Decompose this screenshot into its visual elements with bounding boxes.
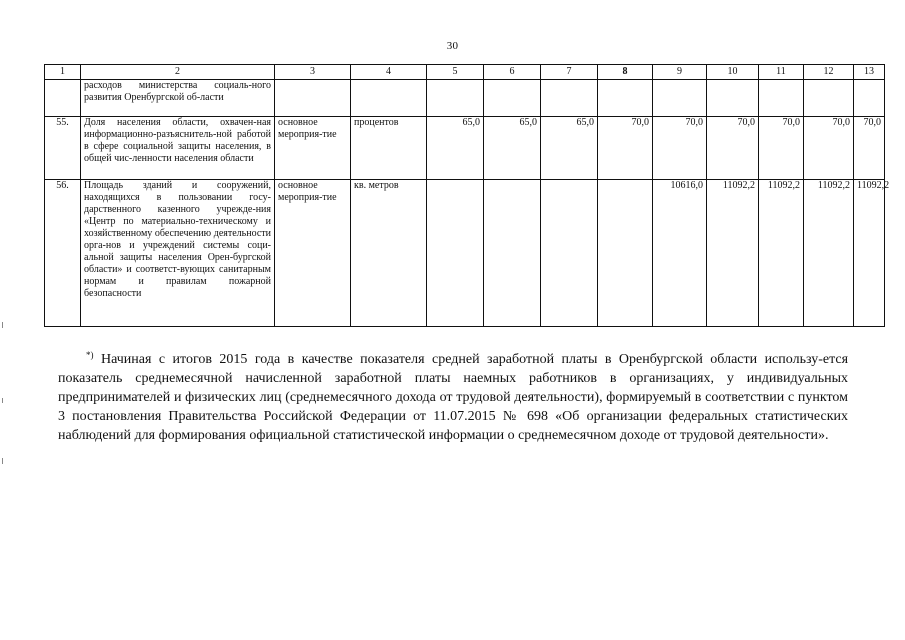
column-header: 13	[854, 65, 885, 80]
table-row	[45, 117, 885, 180]
row-number	[45, 80, 81, 117]
column-header: 8	[598, 65, 653, 80]
column-header: 11	[759, 65, 804, 80]
column-header: 7	[541, 65, 598, 80]
footnote-marker: *)	[86, 350, 94, 360]
indicator-name: Площадь зданий и сооружений, находящихся в пользовании госу-дарственного казенного учрежде-ния «Центр по материально-техническому и хозяйственному обеспечению деятельности орга-нов и учреждений системы соци-альной защиты населения Орен-бургской области» и соответст-вующих санитарным нормам и правилам пожарной безопасности	[81, 180, 275, 327]
indicator-name: Доля населения области, охвачен-ная информационно-разъяснитель-ной работой в сфере социальной защиты населения, в общей чис-ленности населения области	[81, 117, 275, 180]
value-cell: 65,0	[427, 117, 484, 180]
table-header-row	[45, 65, 885, 80]
indicator-type	[275, 80, 351, 117]
footnote-text: Начиная с итогов 2015 года в качестве показателя средней заработной платы в Оренбургской области использу-ется показатель среднемесячной начисленной заработной платы наемных работников в организациях, у индивидуальных предпринимателей и физических лиц (среднемесячного дохода от трудовой деятельности), формируемый в соответствии с пунктом 3 постановления Правительства Российской Федерации от 11.07.2015 № 698 «Об организации федеральных статистических наблюдений для формирования официальной статистической информации о среднемесячном доходе от трудовой деятельности».	[58, 352, 849, 443]
value-cell	[484, 80, 541, 117]
value-cell: 70,0	[598, 117, 653, 180]
scan-edge-mark	[2, 322, 3, 328]
column-header: 10	[707, 65, 759, 80]
row-number: 56.	[45, 180, 81, 327]
value-cell: 70,0	[707, 117, 759, 180]
indicator-unit: кв. метров	[351, 180, 427, 327]
value-cell	[427, 180, 484, 327]
value-cell	[598, 80, 653, 117]
value-cell: 65,0	[541, 117, 598, 180]
value-cell	[804, 80, 854, 117]
value-cell	[427, 80, 484, 117]
column-header: 5	[427, 65, 484, 80]
indicators-table	[44, 64, 890, 327]
value-cell: 65,0	[484, 117, 541, 180]
column-header: 2	[81, 65, 275, 80]
value-cell	[541, 180, 598, 327]
indicator-type: основное мероприя-тие	[275, 180, 351, 327]
value-cell	[653, 80, 707, 117]
value-cell	[759, 80, 804, 117]
column-header: 1	[45, 65, 81, 80]
value-cell	[854, 80, 885, 117]
value-cell	[707, 80, 759, 117]
value-cell: 70,0	[804, 117, 854, 180]
indicator-unit	[351, 80, 427, 117]
column-header: 4	[351, 65, 427, 80]
table-row	[45, 180, 885, 327]
indicator-unit: процентов	[351, 117, 427, 180]
footnote	[58, 346, 848, 445]
value-cell: 70,0	[653, 117, 707, 180]
value-cell	[484, 180, 541, 327]
value-cell: 11092,2	[759, 180, 804, 327]
table-row	[45, 80, 885, 117]
column-header: 9	[653, 65, 707, 80]
value-cell	[541, 80, 598, 117]
column-header: 12	[804, 65, 854, 80]
value-cell: 70,0	[759, 117, 804, 180]
value-cell: 11092,2	[804, 180, 854, 327]
column-header: 6	[484, 65, 541, 80]
page-number: 30	[446, 40, 459, 52]
column-header: 3	[275, 65, 351, 80]
scan-edge-mark	[2, 458, 3, 464]
value-cell: 10616,0	[653, 180, 707, 327]
value-cell	[598, 180, 653, 327]
indicator-type: основное мероприя-тие	[275, 117, 351, 180]
scan-edge-mark	[2, 398, 3, 403]
indicator-name: расходов министерства социаль-ного развития Оренбургской об-ласти	[81, 80, 275, 117]
value-cell: 11092,2	[707, 180, 759, 327]
row-number: 55.	[45, 117, 81, 180]
value-cell: 11092,2	[854, 180, 885, 327]
value-cell: 70,0	[854, 117, 885, 180]
